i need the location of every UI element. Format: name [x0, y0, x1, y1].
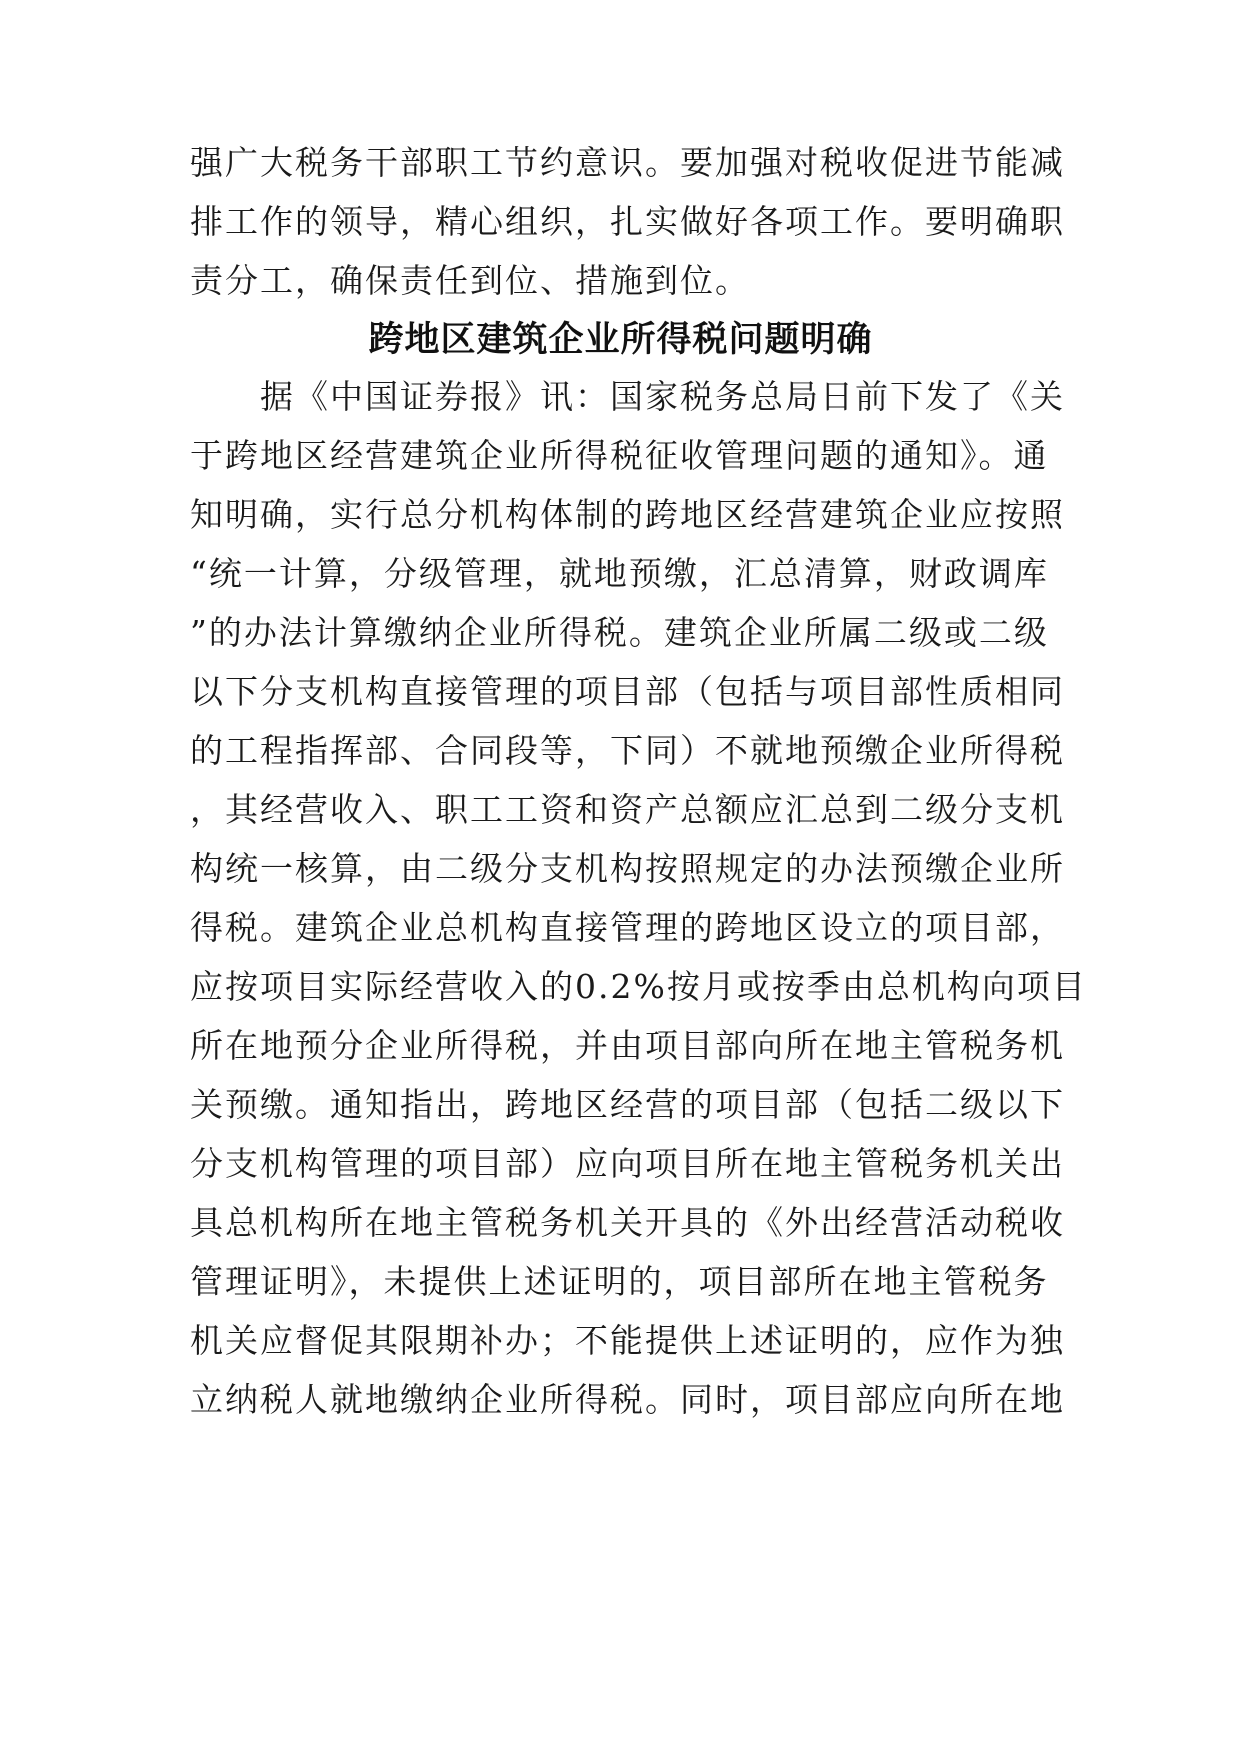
body-line-6: 以下分支机构直接管理的项目部（包括与项目部性质相同 — [190, 672, 1065, 711]
body-line-17: 机关应督促其限期补办；不能提供上述证明的，应作为独 — [190, 1321, 1065, 1360]
body-line-14: 分支机构管理的项目部）应向项目所在地主管税务机关出 — [190, 1144, 1065, 1183]
body-line-2: 于跨地区经营建筑企业所得税征收管理问题的通知》。通 — [190, 436, 1049, 475]
article-title: 跨地区建筑企业所得税问题明确 — [368, 320, 873, 360]
body-line-16: 管理证明》，未提供上述证明的，项目部所在地主管税务 — [190, 1262, 1049, 1301]
body-line-15: 具总机构所在地主管税务机关开具的《外出经营活动税收 — [190, 1203, 1065, 1242]
body-line-5: ”的办法计算缴纳企业所得税。建筑企业所属二级或二级 — [190, 613, 1049, 652]
body-line-3: 知明确，实行总分机构体制的跨地区经营建筑企业应按照 — [190, 495, 1065, 534]
body-line-10: 得税。建筑企业总机构直接管理的跨地区设立的项目部， — [190, 908, 1065, 947]
body-line-9: 构统一核算，由二级分支机构按照规定的办法预缴企业所 — [190, 849, 1065, 888]
body-line-7: 的工程指挥部、合同段等，下同）不就地预缴企业所得税 — [190, 731, 1065, 770]
lead-line-3: 责分工，确保责任到位、措施到位。 — [190, 261, 750, 300]
body-line-13: 关预缴。通知指出，跨地区经营的项目部（包括二级以下 — [190, 1085, 1065, 1124]
body-line-8: ，其经营收入、职工工资和资产总额应汇总到二级分支机 — [190, 790, 1065, 829]
body-line-18: 立纳税人就地缴纳企业所得税。同时，项目部应向所在地 — [190, 1380, 1065, 1419]
body-line-4: “统一计算，分级管理，就地预缴，汇总清算，财政调库 — [190, 554, 1049, 593]
lead-line-1: 强广大税务干部职工节约意识。要加强对税收促进节能减 — [190, 143, 1065, 182]
body-line-12: 所在地预分企业所得税，并由项目部向所在地主管税务机 — [190, 1026, 1065, 1065]
body-line-11: 应按项目实际经营收入的0.2%按月或按季由总机构向项目 — [190, 967, 1087, 1006]
lead-line-2: 排工作的领导，精心组织，扎实做好各项工作。要明确职 — [190, 202, 1065, 241]
body-line-1: 据《中国证券报》讯：国家税务总局日前下发了《关 — [190, 377, 1065, 416]
